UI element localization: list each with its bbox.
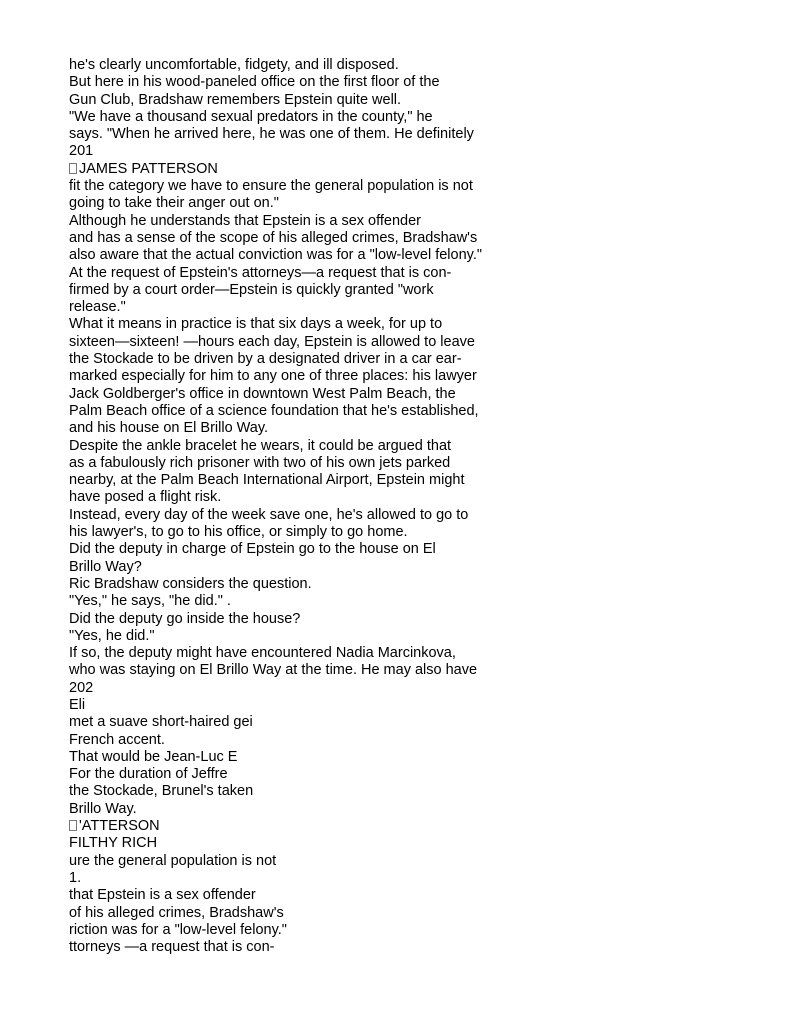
text-line: "Yes," he says, "he did." .	[69, 593, 231, 610]
text-line: Although he understands that Epstein is a sex offender	[69, 212, 422, 229]
text-line: ttorneys —a request that is con-	[69, 939, 275, 956]
text-line: French accent.	[69, 731, 165, 748]
text-line: If so, the deputy might have encountered Nadia Marcinkova,	[69, 645, 456, 662]
text-line: that Epstein is a sex offender	[69, 887, 256, 904]
text-line: says. "When he arrived here, he was one of them. He definitely	[69, 126, 474, 143]
text-line: fit the category we have to ensure the general population is not	[69, 178, 473, 195]
text-line: What it means in practice is that six days a week, for up to	[69, 316, 443, 333]
text-line: who was staying on El Brillo Way at the time. He may also have	[69, 662, 478, 679]
running-header-text: 'ATTERSON	[79, 818, 160, 835]
text-line: going to take their anger out on."	[69, 195, 279, 212]
text-line: release."	[69, 299, 126, 316]
text-line: Brillo Way?	[69, 558, 142, 575]
text-line: nearby, at the Palm Beach International Airport, Epstein might	[69, 472, 465, 489]
text-line: firmed by a court order—Epstein is quickly granted "work	[69, 281, 434, 298]
text-line: as a fabulously rich prisoner with two of his own jets parked	[69, 454, 451, 471]
text-line: sixteen—sixteen! —hours each day, Epstein is allowed to leave	[69, 333, 475, 350]
running-header	[69, 818, 789, 835]
text-line: For the duration of Jeffre	[69, 766, 228, 783]
text-line: Gun Club, Bradshaw remembers Epstein quite well.	[69, 91, 402, 108]
text-line: That would be Jean-Luc E	[69, 748, 238, 765]
text-line: At the request of Epstein's attorneys—a request that is con-	[69, 264, 452, 281]
text-line: "We have a thousand sexual predators in the county," he	[69, 108, 433, 125]
text-line: the Stockade, Brunel's taken	[69, 783, 254, 800]
document-page	[69, 57, 789, 956]
text-line: ure the general population is not	[69, 852, 277, 869]
text-line: his lawyer's, to go to his office, or simply to go home.	[69, 524, 408, 541]
text-line: and has a sense of the scope of his alleged crimes, Bradshaw's	[69, 229, 478, 246]
text-line: Despite the ankle bracelet he wears, it could be argued that	[69, 437, 452, 454]
page-number: 201	[69, 143, 94, 160]
page-number: 202	[69, 679, 94, 696]
text-line: Did the deputy in charge of Epstein go to the house on El	[69, 541, 436, 558]
text-line: 1.	[69, 869, 82, 886]
text-line: he's clearly uncomfortable, fidgety, and ill disposed.	[69, 57, 399, 73]
text-line: riction was for a "low-level felony."	[69, 921, 287, 938]
text-line: and his house on El Brillo Way.	[69, 420, 269, 437]
running-header-text: JAMES PATTERSON	[79, 160, 218, 177]
text-line: "Yes, he did."	[69, 627, 155, 644]
text-line: have posed a flight risk.	[69, 489, 222, 506]
text-line: Did the deputy go inside the house?	[69, 610, 301, 627]
text-line: Ric Bradshaw considers the question.	[69, 575, 312, 592]
running-header	[69, 161, 789, 178]
text-line: met a suave short-haired gei	[69, 714, 253, 731]
text-line: Instead, every day of the week save one, he's allowed to go to	[69, 506, 469, 523]
text-line: Eli	[69, 696, 86, 713]
text-line: marked especially for him to any one of three places: his lawyer	[69, 368, 477, 385]
text-line: Jack Goldberger's office in downtown West Palm Beach, the	[69, 385, 456, 402]
text-line: Palm Beach office of a science foundation that he's established,	[69, 402, 479, 419]
missing-glyph-icon	[69, 820, 77, 831]
text-line: also aware that the actual conviction was for a "low-level felony."	[69, 247, 483, 264]
text-line: Brillo Way.	[69, 800, 137, 817]
missing-glyph-icon	[69, 163, 77, 174]
text-line: But here in his wood-paneled office on the first floor of the	[69, 74, 440, 91]
running-header: FILTHY RICH	[69, 835, 158, 852]
text-line: of his alleged crimes, Bradshaw's	[69, 904, 284, 921]
text-line: the Stockade to be driven by a designated driver in a car ear-	[69, 351, 462, 368]
